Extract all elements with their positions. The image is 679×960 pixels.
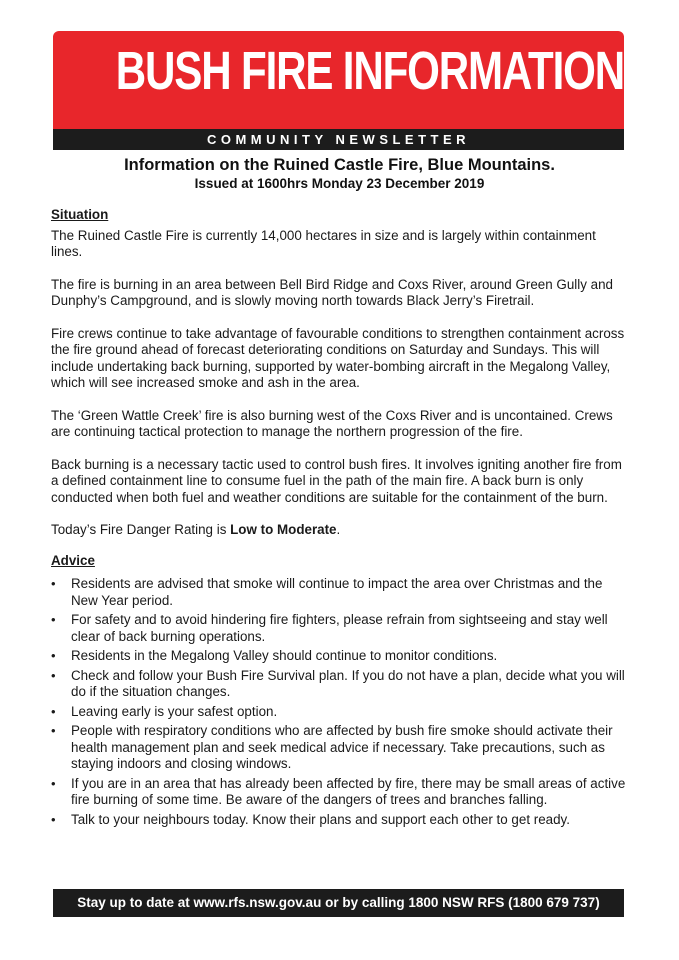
advice-item	[51, 668, 629, 701]
advice-item	[51, 812, 629, 829]
bullet-icon: •	[51, 703, 56, 719]
situation-heading: Situation	[51, 207, 109, 222]
advice-text: Residents in the Megalong Valley should continue to monitor conditions.	[71, 648, 498, 663]
advice-list	[51, 576, 629, 828]
situation-paragraph: The ‘Green Wattle Creek’ fire is also burning west of the Coxs River and is uncontained. Crews are continuing tactical protection to manage the northern progression of the fire.	[51, 407, 613, 439]
advice-text: Residents are advised that smoke will continue to impact the area over Christmas and the New Year period.	[71, 576, 603, 608]
advice-text: Leaving early is your safest option.	[71, 703, 278, 719]
advice-text: For safety and to avoid hindering fire fighters, please refrain from sightseeing and stay well clear of back burning operations.	[71, 612, 608, 644]
bullet-icon: •	[51, 648, 56, 663]
situation-paragraph: The Ruined Castle Fire is currently 14,000 hectares in size and is largely within containment lines.	[51, 227, 596, 259]
footer-contact-bar: Stay up to date at www.rfs.nsw.gov.au or by calling 1800 NSW RFS (1800 679 737)	[53, 889, 624, 917]
issued-date: Issued at 1600hrs Monday 23 December 2019	[194, 176, 485, 191]
rating-suffix: .	[336, 522, 341, 537]
advice-item	[51, 723, 629, 773]
advice-item	[51, 648, 629, 665]
advice-heading: Advice	[51, 552, 95, 568]
rating-value: Low to Moderate	[230, 522, 337, 537]
bullet-icon: •	[51, 667, 56, 683]
bullet-icon: •	[51, 775, 56, 791]
bullet-icon: •	[51, 612, 56, 627]
advice-item	[51, 612, 629, 645]
situation-paragraph: Back burning is a necessary tactic used to control bush fires. It involves igniting another fire from a defined containment line to consume fuel in the path of the main fire. A back burn is only conducted when both fuel and weather conditions are suitable for the containment of the burn.	[51, 456, 622, 505]
situation-paragraph: The fire is burning in an area between Bell Bird Ridge and Coxs River, around Green Gully and Dunphy’s Campground, and is slowly moving north towards Black Jerry’s Firetrail.	[51, 276, 613, 308]
advice-text: If you are in an area that has already been affected by fire, there may be small areas of active fire burning of some time. Be aware of the dangers of trees and branches falling.	[71, 775, 626, 807]
banner-title: BUSH FIRE INFORMATION	[115, 41, 624, 101]
advice-item	[51, 704, 629, 721]
advice-item	[51, 776, 629, 809]
advice-text: Talk to your neighbours today. Know their plans and support each other to get ready.	[71, 811, 570, 827]
bullet-icon: •	[51, 576, 56, 591]
advice-text: People with respiratory conditions who are affected by bush fire smoke should activate their health management plan and seek medical advice if necessary. Take precautions, such as staying indoors and closing windows.	[71, 723, 613, 771]
bullet-icon: •	[51, 811, 56, 827]
rating-prefix: Today’s Fire Danger Rating is	[51, 522, 231, 537]
advice-text: Check and follow your Bush Fire Survival plan. If you do not have a plan, decide what you will do if the situation changes.	[71, 667, 625, 699]
document-body	[51, 207, 629, 831]
fire-danger-rating	[51, 522, 629, 539]
banner-subtitle: COMMUNITY NEWSLETTER	[53, 129, 624, 150]
advice-item	[51, 576, 629, 609]
document-headline: Information on the Ruined Castle Fire, Blue Mountains.	[124, 156, 555, 174]
situation-paragraph: Fire crews continue to take advantage of favourable conditions to strengthen containment across the fire ground ahead of forecast deteriorating conditions on Saturday and Sundays. This will include undertaking back burning, supported by water-bombing aircraft in the Megalong Valley, which will see increased smoke and ash in the area.	[51, 325, 625, 390]
newsletter-banner	[53, 31, 624, 129]
bullet-icon: •	[51, 723, 56, 738]
